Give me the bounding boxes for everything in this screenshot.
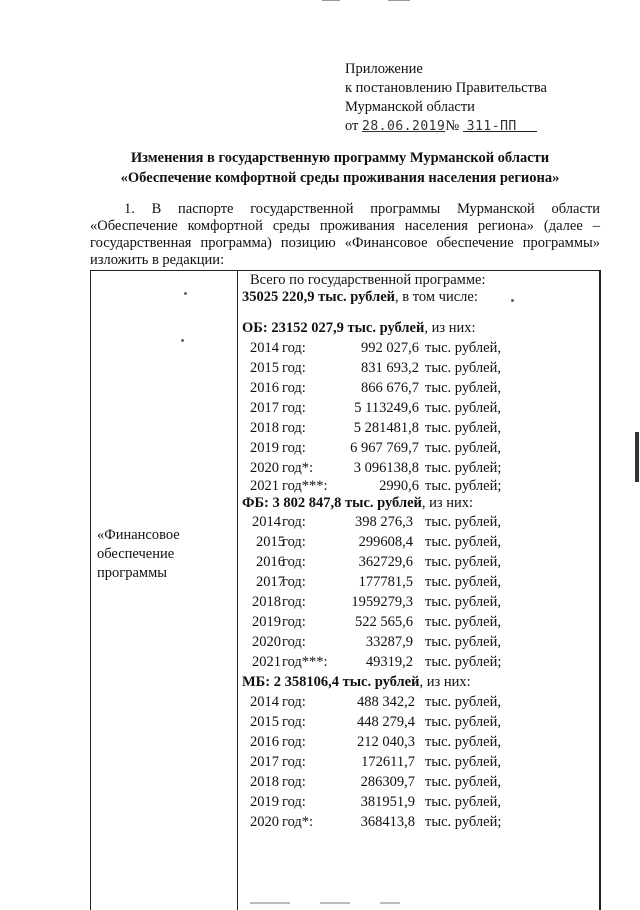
number-value: 311-ПП (466, 119, 517, 134)
ob-suffix: , из них: (424, 320, 476, 336)
table-row: 2020 год*: 3 096138,8 тыс. рублей; (250, 460, 502, 476)
mb-heading-line (242, 672, 597, 692)
mb-heading: МБ: 2 358106,4 тыс. рублей (242, 674, 420, 690)
scan-artifact (322, 0, 340, 1)
number-field (463, 117, 537, 132)
scan-artifact (388, 0, 410, 1)
fb-heading: ФБ: 3 802 847,8 тыс. рублей (242, 495, 422, 511)
table-column-divider (237, 270, 238, 910)
document-title (80, 148, 600, 188)
total-sum: 35025 220,9 тыс. рублей (242, 289, 396, 305)
table-row: 2019 год: 522 565,6 тыс. рублей, (252, 614, 501, 630)
table-row: 2016 год: 866 676,7 тыс. рублей, (250, 380, 501, 396)
fb-suffix: , из них: (421, 495, 474, 511)
date-value: 28.06.2019 (362, 119, 446, 134)
table-row: 2019 год: 381951,9 тыс. рублей, (250, 794, 501, 810)
position-label: «Финансовое обеспечение программы (97, 527, 180, 581)
title-line-1: Изменения в государственную программу Мурманской области (130, 150, 550, 166)
table-row: 2017 год: 177781,5 тыс. рублей, (256, 574, 501, 590)
mb-rows (242, 692, 597, 832)
intro-paragraph: 1. В паспорте государственной программы Мурманской области «Обеспечение комфортной среды проживания населения региона» (далее – государственная программа) позицию «Финансовое обеспечение программы» изложить в редакции: (90, 201, 600, 268)
fb-rows (242, 512, 597, 672)
mb-suffix: , из них: (419, 674, 471, 690)
ob-heading-line (242, 318, 597, 338)
total-suffix: , в том числе: (395, 289, 478, 305)
table-row: 2016 год: 212 040,3 тыс. рублей, (250, 734, 501, 750)
table-row: 2017 год: 5 113249,6 тыс. рублей, (250, 400, 501, 416)
appendix-line-1: Приложение (345, 61, 423, 77)
title-line-2: «Обеспечение комфортной среды проживания населения региона» (120, 170, 560, 186)
table-row: 2014 год: 992 027,6 тыс. рублей, (250, 340, 501, 356)
ob-rows (242, 338, 597, 495)
appendix-line-2: к постановлению Правительства (345, 80, 547, 96)
ob-heading: ОБ: 23152 027,9 тыс. рублей (242, 320, 425, 336)
table-row: 2015 год: 448 279,4 тыс. рублей, (250, 714, 501, 730)
fb-heading-line (242, 495, 597, 512)
table-row: 2016 год: 362729,6 тыс. рублей, (256, 554, 501, 570)
table-row: 2020 год: 33287,9 тыс. рублей, (252, 634, 501, 650)
date-prefix: от (345, 118, 359, 134)
table-row: 2018 год: 286309,7 тыс. рублей, (250, 774, 501, 790)
table-row: 2014 год: 488 342,2 тыс. рублей, (250, 694, 501, 710)
table-row: 2021 год***: 2990,6 тыс. рублей; (250, 478, 502, 494)
total-sum-line (242, 288, 597, 306)
scan-artifact (635, 432, 639, 482)
table-row: 2017 год: 172611,7 тыс. рублей, (250, 754, 501, 770)
appendix-header (345, 60, 547, 136)
table-row: 2020 год*: 368413,8 тыс. рублей; (250, 814, 502, 830)
appendix-line-3: Мурманской области (345, 99, 475, 115)
table-row: 2018 год: 1959279,3 тыс. рублей, (252, 594, 501, 610)
table-row: 2015 год: 299608,4 тыс. рублей, (256, 534, 501, 550)
appendix-date-line (345, 117, 547, 136)
total-intro: Всего по государственной программе: (250, 272, 486, 288)
table-row: 2019 год: 6 967 769,7 тыс. рублей, (250, 440, 501, 456)
table-row: 2015 год: 831 693,2 тыс. рублей, (250, 360, 501, 376)
table-row: 2014 год: 398 276,3 тыс. рублей, (252, 514, 501, 530)
table-row: 2018 год: 5 281481,8 тыс. рублей, (250, 420, 501, 436)
financing-details (242, 272, 597, 832)
number-prefix: № (445, 118, 460, 134)
table-row: 2021 год***: 49319,2 тыс. рублей; (252, 654, 502, 670)
